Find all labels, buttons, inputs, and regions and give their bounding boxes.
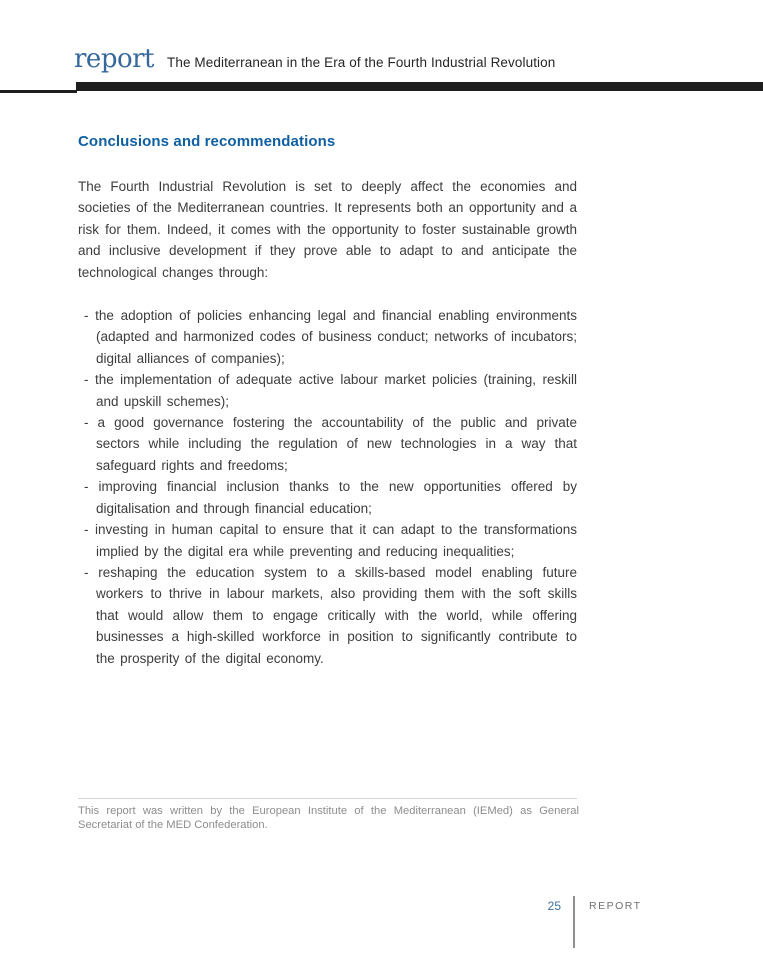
recommendations-list	[78, 305, 577, 669]
page-number: 25	[547, 899, 561, 913]
report-logo: report	[74, 44, 154, 74]
list-item: - the implementation of adequate active labour market policies (training, reskill and upskill schemes);	[84, 372, 577, 409]
header-rule-thick	[76, 82, 763, 91]
footer-divider-line	[573, 896, 575, 948]
report-label: REPORT	[589, 900, 642, 912]
list-item: - reshaping the education system to a skills-based model enabling future workers to thrive in labour markets, also providing them with the soft skills that would allow them to engage critically with the world, while offering businesses a high-skilled workforce in position to significantly contribute to the prosperity of the digital economy.	[84, 564, 577, 666]
header-rule-thin	[0, 90, 77, 93]
list-item: - the adoption of policies enhancing legal and financial enabling environments (adapted and harmonized codes of business conduct; networks of incubators; digital alliances of companies);	[84, 308, 577, 366]
document-title: The Mediterranean in the Era of the Fourth Industrial Revolution	[167, 55, 556, 70]
masthead	[74, 44, 555, 74]
page-content	[78, 133, 577, 669]
list-item: - investing in human capital to ensure that it can adapt to the transformations implied by the digital era while preventing and reducing inequalities;	[84, 522, 577, 559]
footnote: This report was written by the European Institute of the Mediterranean (IEMed) as General Secretariat of the MED Confederation.	[78, 805, 579, 831]
intro-paragraph: The Fourth Industrial Revolution is set to deeply affect the economies and societies of the Mediterranean countries. It represents both an opportunity and a risk for them. Indeed, it comes with the opportunity to foster sustainable growth and inclusive development if they prove able to adapt to and anticipate the technological changes through:	[78, 179, 577, 280]
footnote-divider	[78, 798, 577, 799]
list-item: - improving financial inclusion thanks to the new opportunities offered by digitalisation and through financial education;	[84, 479, 577, 516]
list-item: - a good governance fostering the accountability of the public and private sectors while including the regulation of new technologies in a way that safeguard rights and freedoms;	[84, 415, 577, 473]
section-heading: Conclusions and recommendations	[78, 133, 336, 150]
